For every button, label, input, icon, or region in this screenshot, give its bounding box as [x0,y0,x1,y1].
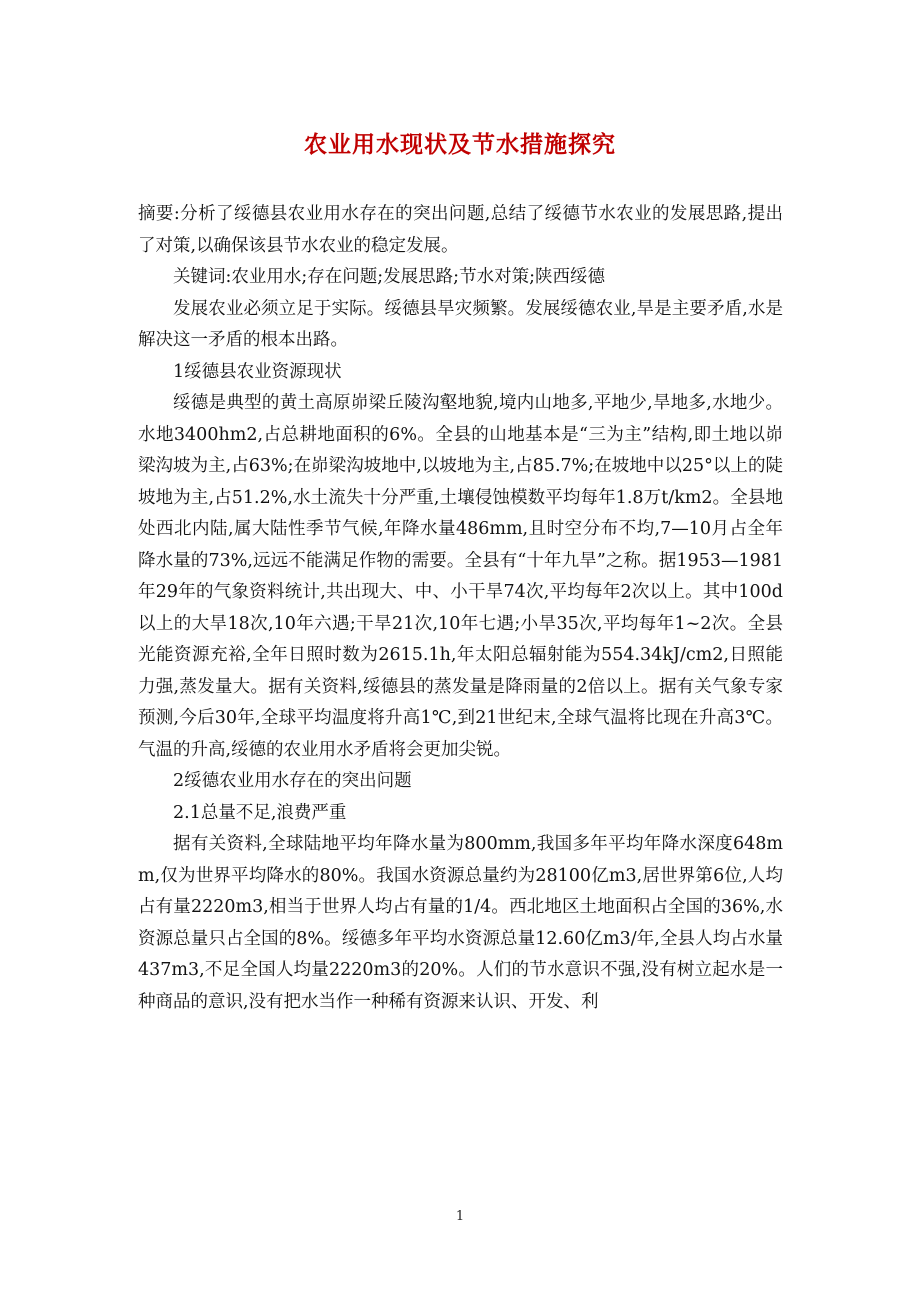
section-heading-1: 1绥德县农业资源现状 [173,361,342,382]
document-title: 农业用水现状及节水措施探究 [304,131,616,158]
intro-paragraph: 发展农业必须立足于实际。绥德县旱灾频繁。发展绥德农业,旱是主要矛盾,水是解决这一矛盾的根本出路。 [138,298,783,350]
subsection-heading-2-1: 2.1总量不足,浪费严重 [173,802,347,823]
section-heading-2: 2绥德农业用水存在的突出问题 [173,771,412,791]
section-1-paragraph: 绥德是典型的黄土高原峁梁丘陵沟壑地貌,境内山地多,平地少,旱地多,水地少。水地3400hm2,占总耕地面积的6%。全县的山地基本是“三为主”结构,即土地以峁梁沟坡为主,占63%;在峁梁沟坡地中,以坡地为主,占85.7%;在坡地中以25°以上的陡坡地为主,占51.2%,水土流失十分严重,土壤侵蚀模数平均每年1.8万t/km2。全县地处西北内陆,属大陆性季节气候,年降水量486mm,且时空分布不均,7—10月占全年降水量的73%,远远不能满足作物的需要。全县有“十年九旱”之称。据1953—1981年29年的气象资料统计,共出现大、中、小干旱74次,平均每年2次以上。其中100d以上的大旱18次,10年六遇;干旱21次,10年七遇;小旱35次,平均每年1~2次。全县光能资源充裕,全年日照时数为2615.1h,年太阳总辐射能为554.34kJ/cm2,日照能力强,蒸发量大。据有关资料,绥德县的蒸发量是降雨量的2倍以上。据有关气象专家预测,今后30年,全球平均温度将升高1℃,到21世纪末,全球气温将比现在升高3℃。气温的升高,绥德的农业用水矛盾将会更加尖锐。 [138,393,783,760]
abstract-paragraph: 摘要:分析了绥德县农业用水存在的突出问题,总结了绥德节水农业的发展思路,提出了对策,以确保该县节水农业的稳定发展。 [138,204,783,256]
document-body [138,199,783,1018]
page-number: 1 [455,1209,465,1224]
subsection-2-1-paragraph: 据有关资料,全球陆地平均年降水量为800mm,我国多年平均年降水深度648mm,仅为世界平均降水的80%。我国水资源总量约为28100亿m3,居世界第6位,人均占有量2220m3,相当于世界人均占有量的1/4。西北地区土地面积占全国的36%,水资源总量只占全国的8%。绥德多年平均水资源总量12.60亿m3/年,全县人均占水量437m3,不足全国人均量2220m3的20%。人们的节水意识不强,没有树立起水是一种商品的意识,没有把水当作一种稀有资源来认识、开发、利 [138,834,783,1012]
keywords-paragraph: 关键词:农业用水;存在问题;发展思路;节水对策;陕西绥德 [173,267,605,287]
